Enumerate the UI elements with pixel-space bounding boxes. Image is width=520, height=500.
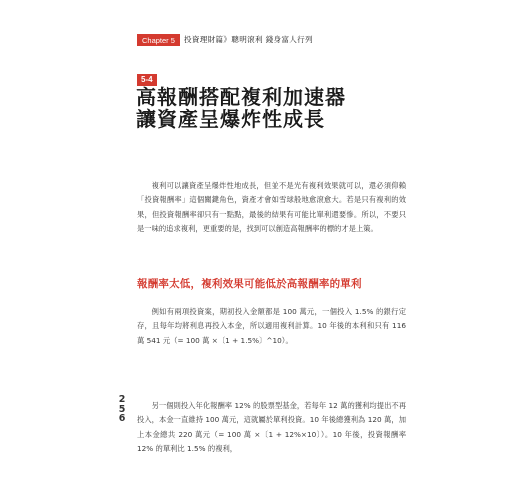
running-header — [137, 33, 313, 46]
body-paragraph-3 — [137, 399, 406, 457]
section-subheading: 報酬率太低，複利效果可能低於高報酬率的單利 — [137, 278, 362, 290]
page-number — [117, 395, 127, 424]
page-title — [136, 86, 346, 130]
page-number-digit: 6 — [118, 413, 126, 424]
title-line-1: 高報酬搭配複利加速器 — [136, 85, 346, 109]
intro-paragraph — [137, 179, 406, 237]
body-paragraph-3-text: 另一個則投入年化報酬率 12% 的股票型基金，若每年 12 萬的獲利均提出不再投入，本金一直維持 100 萬元，這就屬於單利投資。10 年後總獲利為 120 萬，加上本金總共 220 萬元（= 100 萬 ×〔1 + 12%×10〕）。10 年後，投資報酬率 12% 的單利比 1.5% 的複利， — [137, 401, 406, 454]
body-paragraph-2-text: 例如有兩項投資案，期初投入金額都是 100 萬元，一個投入 1.5% 的銀行定存，且每年均將利息再投入本金，所以適用複利計算。10 年後的本利和只有 116 萬 541 元（= 100 萬 ×〔1 + 1.5%〕^10）。 — [137, 307, 406, 345]
section-number-badge: 5-4 — [137, 74, 157, 86]
page-number-digit: 5 — [118, 403, 126, 415]
chapter-badge: Chapter 5 — [137, 34, 180, 46]
title-line-2: 讓資產呈爆炸性成長 — [136, 107, 325, 131]
page-number-digit: 2 — [118, 394, 126, 405]
running-title: 投資理財篇》聰明滾利 錢身富人行列 — [183, 35, 313, 44]
intro-paragraph-text: 複利可以讓資產呈爆炸性地成長，但並不是光有複利效果就可以，還必須仰賴「投資報酬率」這個關鍵角色，資產才會如雪球般地愈滾愈大。若是只有複利的效果，但投資報酬率卻只有一點點，最後的結果有可能比單利還要慘。所以，不要只是一味的追求複利，更重要的是，找到可以創造高報酬率的標的才是上策。 — [137, 181, 406, 234]
body-paragraph-2 — [137, 305, 406, 348]
